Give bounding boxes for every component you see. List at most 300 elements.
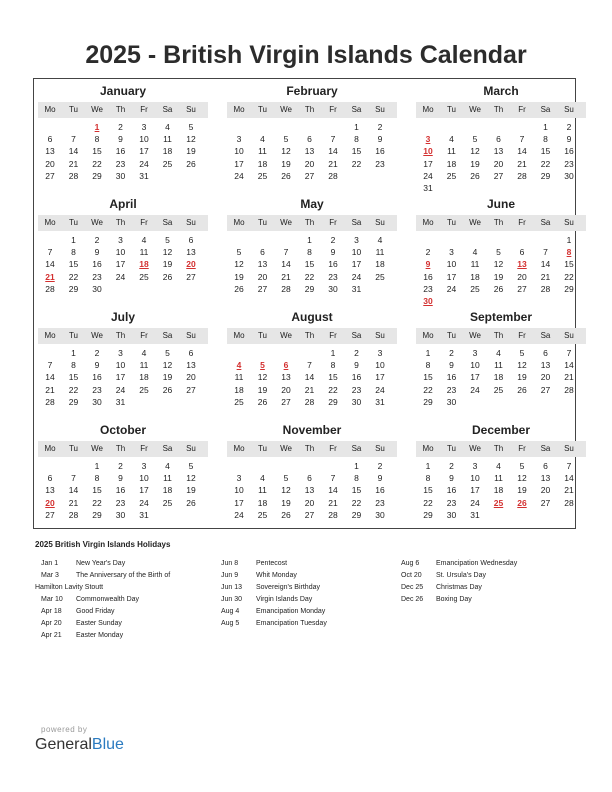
day-cell: 30	[564, 170, 574, 181]
day-cell: 9	[94, 247, 100, 258]
weekday-label: Th	[115, 105, 126, 114]
holiday-date: Aug 5	[221, 620, 240, 627]
holiday-entry	[35, 584, 211, 596]
weekday-label: Su	[564, 218, 574, 227]
weekday-label: Mo	[422, 218, 434, 227]
weekday-label: Mo	[422, 444, 434, 453]
weekday-label: Sa	[162, 105, 173, 114]
day-cell: 15	[304, 259, 315, 270]
day-cell: 31	[115, 396, 126, 407]
weekday-label: We	[280, 331, 292, 340]
day-cell: 23	[446, 384, 457, 395]
weekday-label: Th	[493, 331, 504, 340]
weekday-header	[38, 102, 208, 118]
day-cell: 25	[139, 271, 149, 282]
weekday-label: Tu	[446, 105, 457, 114]
day-cell: 12	[186, 473, 196, 484]
day-cell: 2	[118, 461, 123, 471]
day-cell: 16	[115, 485, 126, 496]
day-cell: 24	[470, 384, 480, 395]
holiday-entry	[221, 584, 391, 596]
weekday-label: Tu	[446, 331, 457, 340]
day-cell: 28	[564, 497, 574, 508]
day-cell: 6	[47, 134, 53, 145]
weekday-label: Fr	[140, 105, 148, 114]
holiday-day-cell: 20	[186, 259, 196, 270]
weekday-label: Tu	[68, 218, 79, 227]
day-cell: 22	[92, 158, 102, 169]
day-cell: 12	[517, 473, 527, 484]
day-cell: 16	[564, 146, 574, 157]
day-cell: 13	[304, 146, 315, 157]
weekday-header	[416, 328, 586, 344]
weekday-label: Sa	[540, 444, 551, 453]
holiday-name: Emancipation Wednesday	[436, 560, 518, 567]
weekday-header	[38, 441, 208, 457]
day-cell: 30	[446, 396, 457, 407]
day-cell: 5	[472, 134, 478, 145]
day-cell: 3	[141, 122, 147, 132]
day-cell: 18	[162, 146, 173, 157]
day-cell: 3	[236, 134, 242, 145]
day-cell: 13	[186, 247, 196, 258]
day-cell: 3	[141, 461, 147, 471]
day-cell: 8	[425, 473, 431, 484]
day-cell: 13	[45, 146, 55, 157]
holiday-date: Mar 3	[41, 572, 59, 579]
weekday-label: Th	[304, 331, 315, 340]
weekday-label: Su	[375, 105, 385, 114]
day-cell: 1	[71, 235, 76, 245]
month-name: April	[109, 197, 137, 211]
day-cell: 31	[139, 509, 149, 520]
holiday-day-cell: 6	[283, 360, 289, 371]
day-cell: 1	[71, 348, 76, 358]
holiday-day-cell: 18	[139, 259, 149, 270]
holiday-entry	[41, 632, 211, 644]
holiday-entry	[221, 596, 391, 608]
weekday-label: Mo	[44, 218, 56, 227]
day-cell: 24	[115, 384, 126, 395]
weekday-label: We	[469, 105, 481, 114]
day-cell: 24	[139, 158, 149, 169]
month-name: November	[282, 423, 342, 437]
day-cell: 22	[540, 158, 551, 169]
day-cell: 1	[566, 235, 572, 245]
month-name: March	[483, 84, 519, 98]
day-cell: 10	[470, 360, 480, 371]
day-cell: 5	[188, 122, 194, 132]
weekday-label: Sa	[540, 105, 551, 114]
day-cell: 31	[139, 170, 149, 181]
day-cell: 21	[540, 271, 551, 282]
day-cell: 27	[304, 170, 315, 181]
day-cell: 10	[351, 247, 362, 258]
day-cell: 22	[92, 497, 102, 508]
day-cell: 20	[540, 485, 551, 496]
day-cell: 26	[470, 170, 480, 181]
weekday-label: Th	[115, 331, 126, 340]
day-cell: 25	[470, 283, 480, 294]
day-cell: 21	[328, 497, 338, 508]
holiday-name: Good Friday	[76, 608, 115, 615]
day-cell: 29	[351, 509, 362, 520]
holiday-date: Jun 9	[221, 572, 239, 579]
holiday-day-cell: 5	[260, 360, 265, 371]
day-cell: 28	[68, 509, 79, 520]
day-cell: 3	[472, 348, 478, 358]
day-cell: 18	[139, 372, 149, 383]
day-cell: 31	[423, 183, 433, 193]
day-cell: 27	[304, 509, 315, 520]
weekday-label: We	[469, 331, 481, 340]
weekday-label: Fr	[518, 331, 526, 340]
holiday-name: Boxing Day	[436, 596, 472, 603]
day-cell: 23	[423, 283, 433, 294]
day-cell: 25	[162, 158, 173, 169]
weekday-label: Sa	[351, 331, 362, 340]
day-cell: 2	[118, 122, 123, 132]
day-cell: 15	[540, 146, 551, 157]
weekday-label: Fr	[329, 331, 337, 340]
day-cell: 14	[45, 259, 55, 270]
day-cell: 10	[139, 134, 149, 145]
weekday-label: Sa	[540, 218, 551, 227]
weekday-label: We	[280, 105, 292, 114]
day-cell: 23	[92, 271, 102, 282]
day-cell: 6	[307, 473, 312, 484]
day-cell: 24	[115, 271, 126, 282]
day-cell: 27	[45, 170, 55, 181]
day-cell: 7	[307, 360, 312, 371]
day-cell: 28	[281, 283, 291, 294]
day-cell: 6	[188, 235, 194, 245]
day-cell: 11	[234, 372, 244, 383]
holiday-entry	[41, 620, 211, 632]
day-cell: 17	[375, 372, 385, 383]
month-name: August	[291, 310, 333, 324]
day-cell: 3	[472, 461, 478, 471]
day-cell: 16	[446, 372, 457, 383]
holiday-date: Aug 4	[221, 608, 240, 615]
weekday-label: Mo	[422, 331, 434, 340]
holiday-day-cell: 1	[94, 122, 100, 132]
weekday-header	[38, 328, 208, 344]
day-cell: 17	[470, 485, 480, 496]
weekday-label: Fr	[329, 218, 337, 227]
day-cell: 7	[47, 360, 53, 371]
weekday-label: Su	[564, 444, 574, 453]
weekday-label: Sa	[351, 444, 362, 453]
month-name: February	[286, 84, 338, 98]
day-cell: 27	[186, 271, 196, 282]
day-cell: 8	[543, 134, 548, 145]
day-cell: 19	[186, 485, 196, 496]
day-cell: 30	[375, 509, 385, 520]
holiday-name: Commonwealth Day	[76, 596, 140, 603]
day-cell: 13	[186, 360, 196, 371]
weekday-label: Su	[186, 105, 196, 114]
day-cell: 1	[425, 461, 431, 471]
holidays-title: 2025 British Virgin Islands Holidays	[35, 540, 171, 549]
day-cell: 25	[446, 170, 457, 181]
month-name: July	[110, 310, 135, 324]
day-cell: 15	[92, 146, 102, 157]
day-cell: 26	[517, 384, 527, 395]
day-cell: 26	[186, 158, 196, 169]
day-cell: 18	[446, 158, 457, 169]
day-cell: 14	[540, 259, 551, 270]
day-cell: 28	[304, 396, 315, 407]
day-cell: 6	[47, 473, 53, 484]
day-cell: 26	[162, 271, 173, 282]
day-cell: 11	[139, 360, 149, 371]
weekday-label: Fr	[518, 444, 526, 453]
day-cell: 12	[234, 259, 244, 270]
day-cell: 3	[377, 348, 383, 358]
weekday-header	[227, 441, 397, 457]
day-cell: 20	[304, 158, 315, 169]
day-cell: 17	[234, 497, 244, 508]
day-cell: 10	[470, 473, 480, 484]
weekday-label: We	[469, 444, 481, 453]
day-cell: 18	[470, 271, 480, 282]
day-cell: 11	[258, 485, 267, 496]
day-cell: 2	[449, 348, 454, 358]
day-cell: 29	[92, 170, 102, 181]
day-cell: 15	[68, 259, 79, 270]
day-cell: 23	[115, 497, 126, 508]
day-cell: 26	[281, 509, 291, 520]
weekday-label: We	[91, 331, 103, 340]
weekday-header	[416, 102, 586, 118]
day-cell: 19	[257, 384, 268, 395]
weekday-label: Sa	[162, 444, 173, 453]
weekday-label: Tu	[257, 444, 268, 453]
day-cell: 19	[281, 497, 291, 508]
day-cell: 9	[449, 360, 454, 371]
day-cell: 21	[304, 384, 315, 395]
day-cell: 12	[493, 259, 504, 270]
day-cell: 23	[328, 271, 338, 282]
day-cell: 4	[165, 461, 170, 471]
holiday-entry	[221, 620, 391, 632]
brand-name-part2: Blue	[91, 736, 124, 753]
day-cell: 18	[257, 497, 268, 508]
day-cell: 7	[47, 247, 53, 258]
day-cell: 7	[330, 473, 336, 484]
weekday-label: Th	[493, 444, 504, 453]
day-cell: 9	[118, 134, 123, 145]
day-cell: 30	[328, 283, 338, 294]
day-cell: 13	[540, 473, 551, 484]
day-cell: 2	[377, 461, 383, 471]
holiday-entry	[41, 596, 211, 608]
holiday-name: St. Ursula's Day	[436, 572, 486, 579]
day-cell: 29	[92, 509, 102, 520]
day-cell: 25	[493, 384, 504, 395]
day-cell: 31	[470, 509, 480, 520]
holiday-date: Aug 6	[401, 560, 420, 567]
day-cell: 20	[304, 497, 315, 508]
day-cell: 7	[283, 247, 289, 258]
weekday-label: Mo	[233, 105, 245, 114]
weekday-label: Fr	[329, 105, 337, 114]
day-cell: 16	[92, 372, 102, 383]
day-cell: 24	[234, 170, 244, 181]
day-cell: 27	[517, 283, 527, 294]
day-cell: 22	[564, 271, 574, 282]
day-cell: 12	[281, 146, 291, 157]
day-cell: 14	[304, 372, 315, 383]
weekday-label: Tu	[68, 444, 79, 453]
day-cell: 23	[564, 158, 574, 169]
day-cell: 17	[423, 158, 433, 169]
day-cell: 8	[94, 473, 100, 484]
day-cell: 4	[377, 235, 383, 245]
day-cell: 11	[447, 146, 456, 157]
brand-name-part1: General	[35, 736, 92, 753]
day-cell: 14	[564, 473, 574, 484]
day-cell: 10	[115, 360, 126, 371]
day-cell: 5	[519, 461, 525, 471]
day-cell: 22	[351, 158, 362, 169]
day-cell: 5	[283, 134, 289, 145]
day-cell: 15	[351, 485, 362, 496]
holiday-name: Easter Sunday	[76, 620, 122, 627]
day-cell: 8	[71, 360, 76, 371]
weekday-header	[227, 328, 397, 344]
holiday-column	[35, 560, 211, 644]
weekday-label: Tu	[68, 105, 79, 114]
day-cell: 24	[446, 283, 457, 294]
weekday-label: Fr	[140, 331, 148, 340]
day-cell: 3	[236, 473, 242, 484]
day-cell: 25	[234, 396, 244, 407]
weekday-label: Fr	[518, 105, 526, 114]
day-cell: 24	[470, 497, 480, 508]
weekday-header	[416, 441, 586, 457]
day-cell: 25	[162, 497, 173, 508]
holiday-name-continued: Hamilton Lavity Stoutt	[35, 584, 104, 591]
day-cell: 12	[162, 247, 173, 258]
holiday-date: Jan 1	[41, 560, 59, 567]
day-cell: 8	[330, 360, 336, 371]
day-cell: 13	[304, 485, 315, 496]
day-cell: 13	[45, 485, 55, 496]
day-cell: 26	[162, 384, 173, 395]
holiday-entry	[401, 584, 571, 596]
holiday-name: Virgin Islands Day	[256, 596, 313, 603]
day-cell: 2	[94, 348, 100, 358]
day-cell: 25	[257, 509, 268, 520]
holiday-entry	[41, 572, 211, 584]
day-cell: 20	[186, 372, 196, 383]
day-cell: 10	[234, 146, 244, 157]
day-cell: 11	[470, 259, 480, 270]
holiday-day-cell: 8	[566, 247, 572, 258]
day-cell: 29	[540, 170, 551, 181]
day-cell: 7	[330, 134, 336, 145]
day-cell: 4	[141, 348, 147, 358]
day-cell: 18	[493, 485, 504, 496]
day-cell: 8	[94, 134, 100, 145]
month-name: December	[471, 423, 531, 437]
day-cell: 19	[162, 372, 173, 383]
day-cell: 9	[94, 360, 100, 371]
day-cell: 26	[234, 283, 244, 294]
holiday-date: Apr 21	[41, 632, 62, 639]
day-cell: 11	[139, 247, 149, 258]
day-cell: 19	[281, 158, 291, 169]
day-cell: 14	[68, 146, 79, 157]
weekday-label: Su	[375, 444, 385, 453]
day-cell: 16	[351, 372, 362, 383]
day-cell: 28	[517, 170, 527, 181]
page-title: 2025 - British Virgin Islands Calendar	[85, 41, 527, 69]
day-cell: 17	[234, 158, 244, 169]
day-cell: 2	[449, 461, 454, 471]
day-cell: 20	[45, 158, 55, 169]
holiday-day-cell: 20	[45, 497, 55, 508]
day-cell: 14	[281, 259, 291, 270]
day-cell: 7	[566, 461, 572, 471]
day-cell: 28	[328, 170, 338, 181]
day-cell: 30	[115, 509, 126, 520]
day-cell: 10	[115, 247, 126, 258]
weekday-label: Su	[375, 331, 385, 340]
day-cell: 22	[351, 497, 362, 508]
day-cell: 1	[425, 348, 431, 358]
month-name: June	[486, 197, 515, 211]
weekday-label: Mo	[44, 444, 56, 453]
day-cell: 16	[375, 485, 385, 496]
day-cell: 27	[540, 384, 551, 395]
holiday-entry	[221, 572, 391, 584]
day-cell: 26	[257, 396, 268, 407]
day-cell: 7	[543, 247, 548, 258]
holiday-name: Emancipation Tuesday	[256, 620, 327, 627]
day-cell: 21	[45, 384, 55, 395]
brand-logo[interactable]	[35, 736, 124, 754]
day-cell: 2	[330, 235, 336, 245]
weekday-label: Mo	[233, 331, 245, 340]
weekday-label: Tu	[446, 218, 457, 227]
holiday-entry	[41, 560, 211, 572]
holiday-day-cell: 30	[423, 296, 433, 306]
day-cell: 28	[328, 509, 338, 520]
day-cell: 14	[328, 146, 338, 157]
day-cell: 15	[68, 372, 79, 383]
day-cell: 6	[260, 247, 265, 258]
weekday-label: Su	[186, 331, 196, 340]
day-cell: 16	[92, 259, 102, 270]
day-cell: 7	[566, 348, 572, 358]
day-cell: 1	[330, 348, 336, 358]
holiday-entry	[41, 608, 211, 620]
day-cell: 14	[68, 485, 79, 496]
day-cell: 4	[449, 134, 454, 145]
day-cell: 4	[141, 235, 147, 245]
day-cell: 1	[354, 461, 359, 471]
day-cell: 15	[92, 485, 102, 496]
day-cell: 30	[446, 509, 457, 520]
day-cell: 16	[115, 146, 126, 157]
day-cell: 14	[517, 146, 527, 157]
weekday-label: Th	[115, 218, 126, 227]
day-cell: 12	[517, 360, 527, 371]
day-cell: 17	[115, 259, 126, 270]
